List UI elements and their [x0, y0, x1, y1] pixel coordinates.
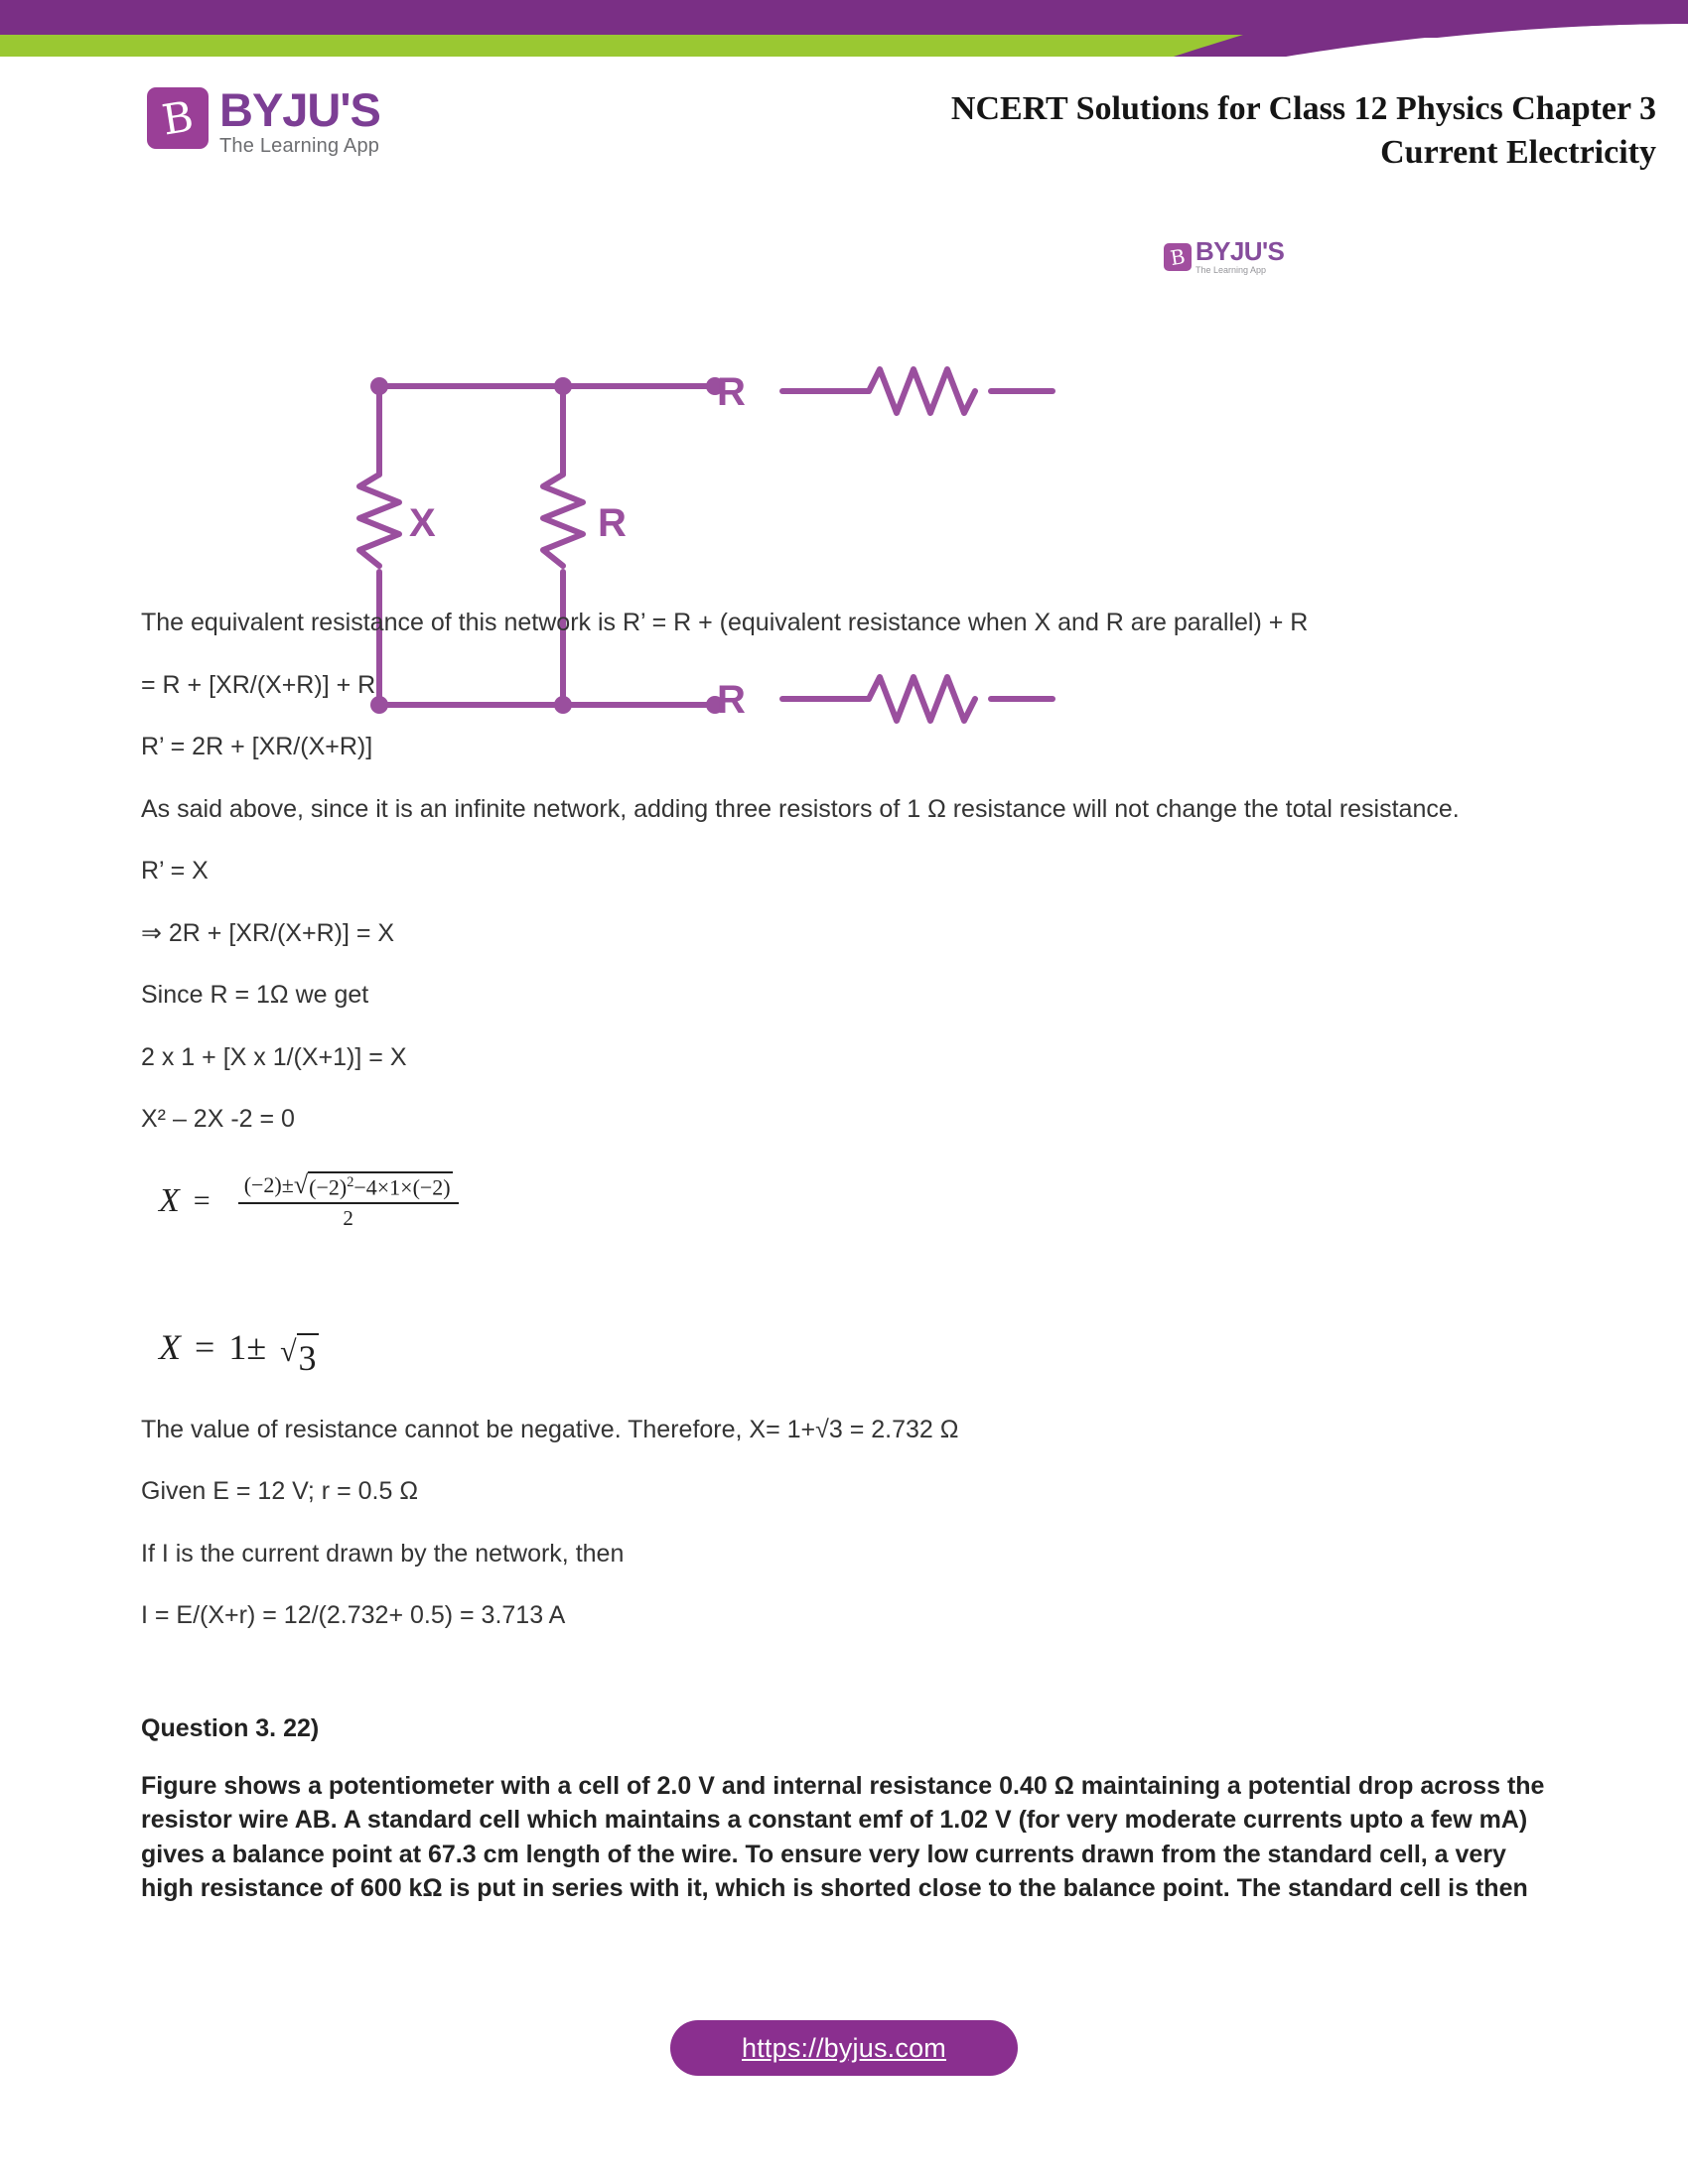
formula-result-radical: [280, 1333, 318, 1379]
watermark-tagline-text: The Learning App: [1196, 265, 1267, 275]
top-banner: [0, 0, 1688, 79]
watermark-brand-text: BYJU'S: [1196, 236, 1285, 266]
byjus-watermark: [1164, 238, 1284, 275]
formula-quadratic-denominator: 2: [343, 1205, 353, 1230]
logo-b-glyph: B: [158, 91, 198, 145]
footer-url-button[interactable]: https://byjus.com: [670, 2020, 1018, 2076]
page-title-line1: NCERT Solutions for Class 12 Physics Chapter 3: [950, 90, 1656, 127]
watermark-tile-icon: [1164, 243, 1192, 271]
byjus-logo-wordmark: [219, 83, 380, 158]
paragraph-current-intro: If I is the current drawn by the network, then: [141, 1539, 625, 1568]
byjus-tagline-text: The Learning App: [219, 135, 380, 158]
paragraph-positive-root: The value of resistance cannot be negative. Therefore, X= 1+√3 = 2.732 Ω: [141, 1415, 959, 1443]
paragraph-given-emf: Given E = 12 V; r = 0.5 Ω: [141, 1477, 419, 1506]
paragraph-substitution: ⇒ 2R + [XR/(X+R)] = X: [141, 918, 395, 947]
radical-sign-icon: √: [293, 1169, 309, 1199]
figure-label-r-parallel: R: [598, 501, 627, 545]
watermark-b-glyph: B: [1168, 243, 1188, 270]
byjus-logo-tile-icon: [147, 87, 209, 149]
radicand-term-a: (−2): [309, 1173, 348, 1199]
solution-content: [141, 606, 1551, 1906]
question-spacer: [141, 1661, 1551, 1714]
question-heading: Question 3. 22): [141, 1713, 320, 1742]
page-header: [0, 73, 1688, 183]
formula-quadratic-radical: [294, 1171, 453, 1200]
resistor-x-symbol: [359, 475, 399, 566]
watermark-wordmark: [1196, 238, 1284, 275]
formula-quadratic-equals: =: [193, 1183, 211, 1217]
paragraph-current-result: I = E/(X+r) = 12/(2.732+ 0.5) = 3.713 A: [141, 1601, 566, 1630]
figure-label-x: X: [409, 501, 436, 545]
resistor-r-top-symbol: [869, 369, 975, 413]
paragraph-equivalent-resistance: The equivalent resistance of this network is R’ = R + (equivalent resistance when X and R are parallel) + R: [141, 609, 1309, 636]
paragraph-r-prime-equals-x: R’ = X: [141, 857, 209, 885]
question-text: Figure shows a potentiometer with a cell of 2.0 V and internal resistance 0.40 Ω maintaining a potential drop across the resistor wire AB. A standard cell which maintains a constant emf of 1.02 V (for very moderate currents upto a few mA) gives a balance point at 67.3 cm length of the wire. To ensure very low currents drawn from the standard cell, a very high resistance of 600 kΩ is put in series with it, which is shorted close to the balance point. The standard cell is then: [141, 1771, 1545, 1903]
page-title-line2: Current Electricity: [1380, 133, 1656, 171]
byjus-brand-text: BYJU'S: [219, 83, 380, 136]
paragraph-numeric-substitution: 2 x 1 + [X x 1/(X+1)] = X: [141, 1042, 407, 1071]
formula-result-lhs: X: [159, 1326, 181, 1367]
resistor-r-parallel-symbol: [543, 475, 583, 566]
paragraph-expansion: = R + [XR/(X+R)] + R: [141, 670, 376, 699]
radicand-term-b: −4×1×(−2): [353, 1173, 451, 1199]
formula-result: [141, 1326, 1551, 1379]
byjus-logo: [147, 83, 380, 158]
result-radical-sign-icon: √: [280, 1334, 297, 1368]
formula-result-equals: =: [195, 1326, 215, 1367]
formula-spacer: [141, 1231, 1551, 1326]
paragraph-since-r-one-ohm: Since R = 1Ω we get: [141, 981, 369, 1009]
formula-result-value-prefix: 1±: [228, 1326, 267, 1367]
banner-shapes: [0, 0, 1688, 79]
formula-quadratic-numerator: [238, 1171, 459, 1202]
paragraph-quadratic-equation: X² – 2X -2 = 0: [141, 1105, 295, 1133]
formula-result-radicand: 3: [297, 1333, 319, 1379]
formula-result-spacer: [141, 1379, 1551, 1413]
formula-quadratic-num-prefix: (−2)±: [243, 1171, 294, 1197]
figure-label-r-bottom: R: [717, 678, 746, 722]
formula-quadratic-lhs: X: [159, 1181, 180, 1219]
radicand-exponent: 2: [347, 1173, 354, 1190]
formula-quadratic-radicand: [308, 1171, 453, 1200]
figure-label-r-top: R: [717, 370, 746, 414]
formula-quadratic-fraction: [238, 1171, 459, 1231]
paragraph-infinite-network: As said above, since it is an infinite network, adding three resistors of 1 Ω resistance will not change the total resistance.: [141, 794, 1460, 823]
formula-quadratic: [141, 1171, 1551, 1231]
paragraph-r-prime: R’ = 2R + [XR/(X+R)]: [141, 733, 373, 760]
page-title: [951, 87, 1656, 174]
